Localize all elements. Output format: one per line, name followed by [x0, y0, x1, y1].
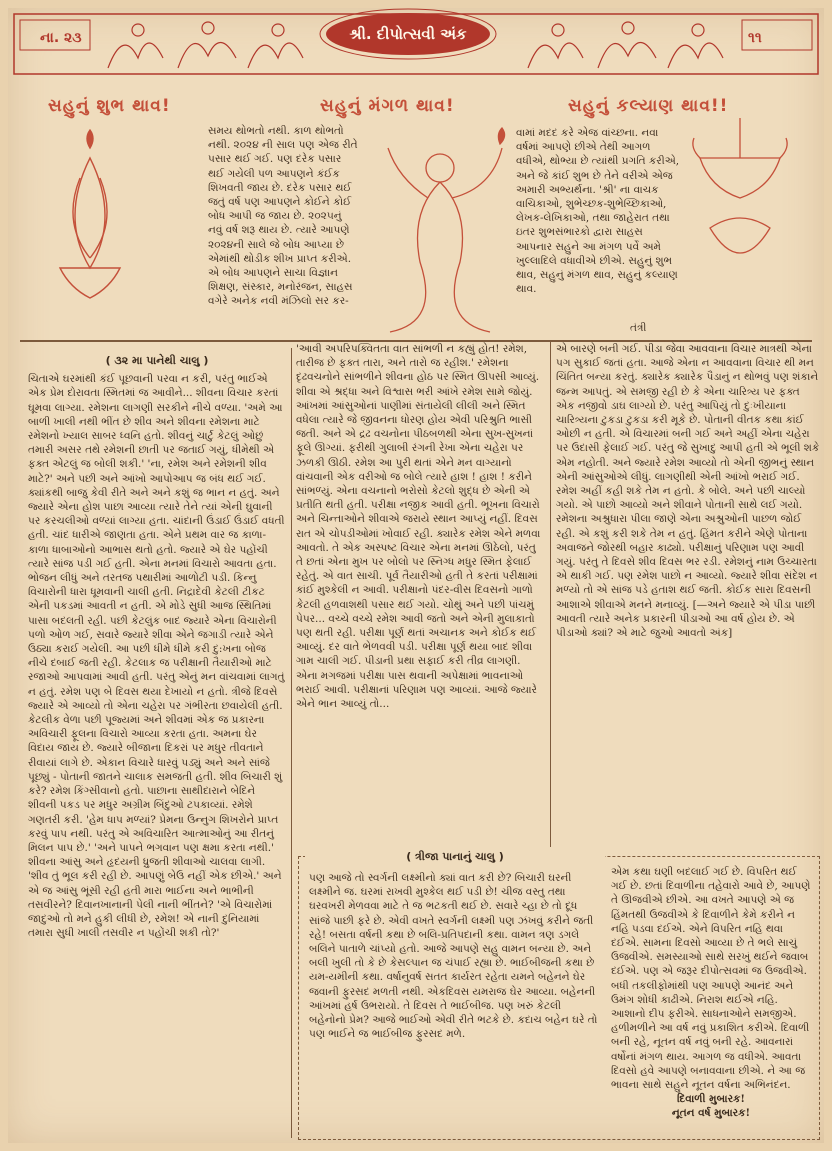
column-divider-2 [550, 342, 551, 850]
newspaper-page [8, 8, 824, 1143]
lamp-illustration-right [693, 118, 787, 253]
closing-diwali: દિવાળી મુબારક! [676, 1093, 746, 1106]
article-column-3 [556, 342, 820, 640]
magazine-title: શ્રી. દીપોત્સવી અંક [349, 25, 467, 43]
continued-heading-1: ( ૩૨ મા પાનેથી ચાલુ ) [105, 354, 209, 367]
greeting-3: સહુનું કલ્યાણ થાવ!! [568, 96, 729, 116]
feature-text-right: વામાં મદદ કરે એજ વાંચ્છના. નવા વર્ષમાં આપણે છીએ તેથી આગળ વધીએ, થોભ્યા છે ત્યાંથી પ્રગતિ કરીએ, અને જે કાંઈ શુભ છે તેને વરીએ એજ અમારી અભ્યર્થના. 'શ્રી' ના વાચક વાચિકાઓ, શુભેચ્છક-શુભેચ્છિકાઓ, લેખક-લેખિકાઓ, તથા જાહેરાત તથા ઇતર શુભસંભારકો દ્વારા સાહસ આપનાર સહુને આ મંગળ પર્વે અમે ખુલ્લાદિલે વધાવીએ છીએ. સહુનું શુભ થાવ, સહુનું મંગળ થાવ, સહુનું કલ્યાણ થાવ. [516, 127, 680, 296]
column-3-text: એ બારણે બની ગઈ. પીડા જેવા આવવાના વિચાર માત્રથી એના પગ સુકાઈ જતાં હતા. આજે એના ન આવવાના વિચાર થી મન ચિંતિત બન્યા કરતું. ક્યારેક ક્યારેક પૈડાનું ન થોભવું પણ શંકાને જન્મ આપતું. એ સમજી રહી છે કે એના ચારિત્ર્ય પર ફક્ત એક નજીવો ડાઘ લાગ્યો છે. પરંતુ આપિયું તો દુઃખીયાના ચારિત્ર્યના ટુકડા ટુકડા કરી મૂકે છે. પોતાની વીતક કથા કાંઈ ઓછી ન હતી. એ વિચારમાં બની ગઈ અને અહીં એના ચહેરા પર ઉદાસી ફેલાઈ ગઈ. પરંતુ જે સુખાદુ આપી હતી એ ભૂલી શકે એમ નહોતી. અને જ્યારે રમેશ આવ્યો તો એની જીભનું સ્થાન એની આંસુઓએ લીધું. લાગણીથી એની આંખો ભરાઈ ગઈ. રમેશ અહીં કહી શકે તેમ ન હતો. કે બોલે. અને પછી ચાલ્યો ગયો. એ પાછો આવ્યો અને શીવાને પોતાની સાથે લઈ ગયો. રમેશના અશ્રુધારા પીલા જાણે એના અશ્રુઓની પાછળ જોઈ રહી. એ કશું કરી શકે તેમ ન હતું. હિંમત કરીને એણે પોતાના અવાજને જોરથી બહાર કાઢ્યો. પરીક્ષાનું પરિણામ પણ આવી ગયું. પરંતુ તે દિવસે શીવ દિવસ ભર રડી. રમેશનું નામ ઉચ્ચારતા એ થાકી ગઈ. પણ રમેશ પાછો ન આવ્યો. જ્યારે શીવા સંદેશ ન મળ્યો તો એ સાંજ પડે હતાશ થઈ જતી. કોઈક સારા દિવસની આશાએ શીવાએ મનને મનાવ્યું. [—અને જ્યારે એ પીડા પાછી આવતી ત્યારે અનેક પ્રકારની પીડાઓ આ વર્ષ હોય છે. એ પીડાઓ ક્યાં? એ માટે જુઓ આવતો અંક] [556, 343, 820, 640]
column-2-text: 'આવી અપરિપક્વિતતા વાત સાંભળી ન કહ્યું હોત! રમેશ, તારીજ છે ફક્ત તારા, અને તારો જ રહીશ.' રમેશના દૃઢવચનોને સાંભળીને શીવના હોઠ પર સ્મિત ઊપસી આવ્યું. શીવા એ શ્રદ્ધા અને વિશ્વાસ ભરી આંખે રમેશ સામે જોયું. આંખમાં આંસુઓનાં પાણીમાં સંતાયેલી લીલી અને સ્મિત વધેલા ત્યારે જે જીવનના ધોરણ હોય એવી પરિશ્રુતિ ભાસી જતી. અને એ દ્રઢ વચનોના પીઠબળથી એના સુખ-સુખનાં ફૂલે ઊગ્યાં. ફરીથી ગુલાબી રંગની રેખા એના ચહેરા પર ઝળકી ઊઠી. રમેશ આ પુરી થતાં એને મન વાગ્યાનો વાંચવાની એક વરીઓ જ બોલે ત્યારે હાશ ! હાશ ! કરીને સાંભળ્યું. એના વચનાનો ભરોસો કેટલો શુદ્ધ છે એની એ પ્રતીતિ થતી હતી. પરીક્ષા નજીક આવી હતી. ભૂખના વિચારો અને ચિન્તાઓને શીવાએ જરાયે સ્થાન આપ્યું નહીં. દિવસ રાત એ ચોપડીઓમાં ખોવાઈ રહી. ક્યારેક રમેશ એને મળવા આવતો. તે એક અસ્પષ્ટ વિચાર એના મનમાં ઊઠેલો, પરંતુ તે છતાં એના મુખ પર બોલો પર સ્નિગ્ધ મધુર સ્મિત ફેલાઈ રહેતું. એ વાત સાચી. પૂર્વ તૈયારીઓ હતી તે કરતાં પરીક્ષામાં કાંઈ મુશ્કેલી ન આવી. પરીક્ષાનો પંદર-વીસ દિવસનો ગાળો કેટલી હળવાશથી પસાર થઈ ગયો. ચોથું અને પછી પાંચમું પેપર... વચ્ચે વચ્ચે રમેશ આવી જતો અને એની મુલાકાતો પણ થતી રહી. પરીક્ષા પૂર્ણ થતાં અચાનક અને કોઈક થઈ આવ્યું. દર વાતે ભેળવવી પડી. પરીક્ષા પૂર્ણ થયા બાદ શીવા ગામ ચાલી ગઈ. પીડાની પ્રથા સફાઈ કરી તીવ્ર લાગણી. એના મગજમાં પરીક્ષા પાસ થવાની અપેક્ષામાં ભાવનાઓ ભરાઈ આવી. પરીક્ષાનાં પરિણામ પણ આવ્યાં. આજે જ્યારે એને ભાન આવ્યું તો... [296, 343, 541, 711]
feature-signature: તંત્રી [630, 322, 647, 334]
lower-text-left: પણ આજે તો સ્વર્ગની લક્ષ્મીનો ક્યાં વાત કરી છે? બિચારી ઘરની લક્ષ્મીને જ. ઘરમાં રાખવી મુશ્કેલ થઈ પડી છે! ચીજ વસ્તુ તથા ઘરવખરી મેળવવા માટે તે જ ભટકતી થઈ છે. સવારે ચ્હા છે તો દૂધ સાંજે પાછી ફરે છે. એવી વખતે સ્વર્ગની લક્ષ્મી પણ ઝંખવું કરીને જતી રહે! બસતા વર્ષની કથા છે બલિ-પ્રતિપદાની કથા. વામન ત્રણ ડગલે બલિને પાતાળે ચાંપ્યો હતો. આજે આપણે સહુ વામન બન્યા છે. અને બલી ખુલી તો કે છે કેસલ્પાન જ ચંપાઈ રહ્યા છે. ભાઈબીજની કથા છે યમ-યમીની કથા. વર્ષાનુવર્ષ સતત કાર્યરત રહેતા યમને બહેનને ઘેર જવાની ફુરસદ મળતી નથી. એકદિવસ યમરાજ ઘેર આવ્યા. બહેનની આંખમાં હર્ષ ઉભરાયો. તે દિવસ તે ભાઈબીજ. પણ ખરું કેટલી બહેનોનો પ્રેમ? આજે ભાઈઓ એવી રીતે ભટકે છે. કદાચ બહેન ઘરે તો પણ ભાઈને જ ભાઈબીજ ફુરસદ મળે. [309, 872, 598, 1041]
lower-text-right-wrap [611, 865, 811, 1121]
column-1-text: ચિતાએ ઘરમાંથી કંઈ પૂછવાની પરવા ન કરી, પરંતુ ભાઈએ એક પ્રેમ દોરાવતા સ્મિતમાં જ આવીને... શીવના વિચાર કરતાં ઘૂમવા લાગ્યા. રમેશના લાગણી સરકીને નીચે વળ્યા. 'અમે આ બાળી ખાલી નથી ભીંત છે શીવ અને શીવના રમેશના માટે રમેશનો ખ્યાલ સાબર ધ્વનિ હતો. શીવનું ચાર્ટુ કેટલું ઓછું તમારી અસર તથે રમેશની છાતી પર જતાઈ ગયું, ધીમેથી એ ફક્ત એટલું જ બોલી શકી.' 'ના, રમેશ અને રમેશની શીવ માટે?' અને પછી અને આંખો આપોઆપ જ બંધ થઈ ગઈ. ક્યાંકથી બાજુ કેવી રીતે અને અને કશું જ ભાન ન હતું. અને જ્યારે એના હોશ પાછા આવ્યા ત્યારે તેને ત્યાં એની ઘુવાની પર કરચલીઓ વળ્યાં લાગ્યા હતા. ચાંદાની ઉંડાઈ ઉંડાઈ વધતી હતી. ચાંદ ધારીએ જાણતા હતા. એને પ્રથમ વાર જ કાળા-કાળા ધાબાઓનો આભાસ થતો હતો. જ્યારે એ ઘેર પહોંચી ત્યારે સાંજ પડી ગઈ હતી. એના મનમાં વિચારો આવતા હતા. ભોજન લીધું અને તરતજ પથારીમાં આળોટી પડી. કિન્નુ વિચારોની ધારા ધૂમવાની ચાલી હતી. નિદ્રાદેવી કેટલી ટીકટ એની પકડમાં આવતી ન હતી. એ મોડે સુધી આજ સ્થિતિમાં પાસા બદલતી રહી. પછી કેટલુંક બાદ જ્યારે એના વિચારોની પળો ઓળ ગઈ, સવારે જ્યારે શીવા એને જગાડી ત્યારે એને ઉઠ્યા કરાઈ ગયેલી. આ પછી ધીમે ધીમે કરી દુ:ખના બોજ નીચે દબાઈ જતી રહી. કેટલાક જ પરીક્ષાની તૈયારીઓ માટે રજાઓ આપવામાં આવી હતી. પરંતુ એનું મન વાંચવામાં લાગતું ન હતું. રમેશ પણ બે દિવસ થયા દેખાયો ન હતો. ત્રીજે દિવસે જ્યારે એ આવ્યો તો એના ચહેરા પર ગંભીરતા છવાયેલી હતી. કેટલીક વેળા પછી પૂજ્યમાં અને શીવમાં એક જ પ્રકારના અવિચારી ફૂલના વિચારો આવ્યા કરતા હતા. અમના ઘેર વિદાય જાય છે. જ્યારે બીજાના દિકરાં પર મધુર તીવતાને રીવાયાં લાગે છે. એકાન વિચારે ધારવું પડ્યું અને અને સાંજે પૂછ્યું - પોતાની જાતને ચાલાક સમજતી હતી. શીવ બિચારી શું કરે? રમેશ કિંગ્સીવાનો હતો. પાછાના સાથીદારાને બેદિને શીવની પકડ પર મધુર અગ્રીમ બિંદુઓ ટપકાવ્યાં. રમેશે ગણતરી કરી. 'હેમ ધાપ મળ્યાં? પ્રેમના ઉન્નુગ શિખરોને પ્રાપ્ત કરવું પાપ નથી. પરંતુ એ અવિચારિત આત્માઓનું આ રીતનું મિલન પાપ છે.' 'અને પાપને ભગવાન પણ ક્ષમા કરતા નથી.' શીવના આંસુ અને હૃદયની ધ્રુજતી શીવાઓ ચાલવા લાગી. 'શીવ તું ભૂલ કરી રહી છે. આપણું બેઉ નહીં એક છીએ.' અને એ જ આંસુ ભૂંસી રહી હતી મારા ભાઈના અને ભાભીની તસવીરને? દિવાનખાનાની પેલી નાની ભીંતને? 'એ વિચારોમાં જાદુઓ તો મને હુકી લીધી છે, રમેશ! એ નાની દુનિયામાં તમારા સુધી ખાલી તસવીર ન પહોંચી શકી તો?' [28, 373, 285, 940]
feature-text-left: સમય થોભતો નથી. કાળ થોભતો નથી. ૨૦૨૪ ની સાલ પણ એજ રીતે પસાર થઈ ગઈ. પણ દરેક પસાર થઈ ગયેલી પળ આપણને કંઈક શિખવતી જાય છે. દરેક પસાર થઈ જતું વર્ષ પણ આપણને કોઈને કોઈ બોધ આપી જ જાય છે. ૨૦૨૫નું નવું વર્ષ શરૂ થાય છે. ત્યારે આપણે ૨૦૨૪ની સાલે જે બોધ આપ્યા છે એમાંથી થોડીક શીખ પ્રાપ્ત કરીએ. એ બોધ આપણને સાચા વિજ્ઞાન શિક્ષણ, સંસ્કાર, મનોરંજન, સાહસ વગેરે અનેક નવી મંઝિલો સર કર- [208, 125, 358, 308]
masthead [8, 8, 824, 88]
feature-illustrations [20, 118, 812, 340]
figure-illustration-center [388, 128, 505, 332]
lower-text-right: એમ કથા ઘણી બદલાઈ ગઈ છે. વિપરિત થઈ ગઈ છે. છતાં દિવાળીના તહેવારો આવે છે, આપણે તે ઊજવીએ છીએ. આ વખતે આપણે એ જ હિંમતથી ઉજવીએ કે દિવાળીને કેમે કરીને ન નહિ પડવા દઈએ. એને વિપરિત નહિ થવા દઈએ. સામના દિવસો આવ્યા છે તે ભલે સાચું ઉજવીએ. સમસ્યાઓ સાથે સરખું થઈને જવાબ દઈએ. પણ એ જરૂર દીપોત્સવમાં જ ઉજવીએ. બધી તકલીફોમાંથી પણ આપણે આનંદ અને ઉમંગ શોધી કાઢીએ. નિરાશ થઈએ નહિ. આશાનો દીપ ફરીએ. સાધનાઓને સમજીએ. હળીમળીને આ વર્ષ નવું પ્રકાશિત કરીએ. દિવાળી બની રહે, નૂતન વર્ષ નવું બની રહે. આવનારાં વર્ષોનાં મંગળ થાય. આગળ જ વધીએ. આવતા દિવસો હવે આપણે બનાવવાના છીએ. ને આ જ ભાવના સાથે સહુને નૂતન વર્ષના અભિનંદન. [611, 866, 811, 1092]
article-column-1 [28, 354, 286, 940]
continued-heading-2: ( ત્રીજા પાનાનું ચાલુ ) [305, 847, 605, 867]
greeting-1: સહુનું શુભ થાવ! [48, 96, 171, 116]
new-year-feature [20, 118, 812, 342]
continued-article-box [298, 850, 820, 1140]
closing-new-year: નૂતન વર્ષ મુબારક! [671, 1107, 751, 1120]
page-number: ૧૧ [748, 30, 762, 46]
column-divider-1 [291, 348, 292, 1138]
greeting-2: સહુનું મંગળ થાવ! [320, 96, 455, 116]
lamp-illustration-left [60, 130, 120, 298]
issue-number: ના. ૨૩ [40, 30, 82, 46]
article-column-2 [296, 342, 544, 711]
